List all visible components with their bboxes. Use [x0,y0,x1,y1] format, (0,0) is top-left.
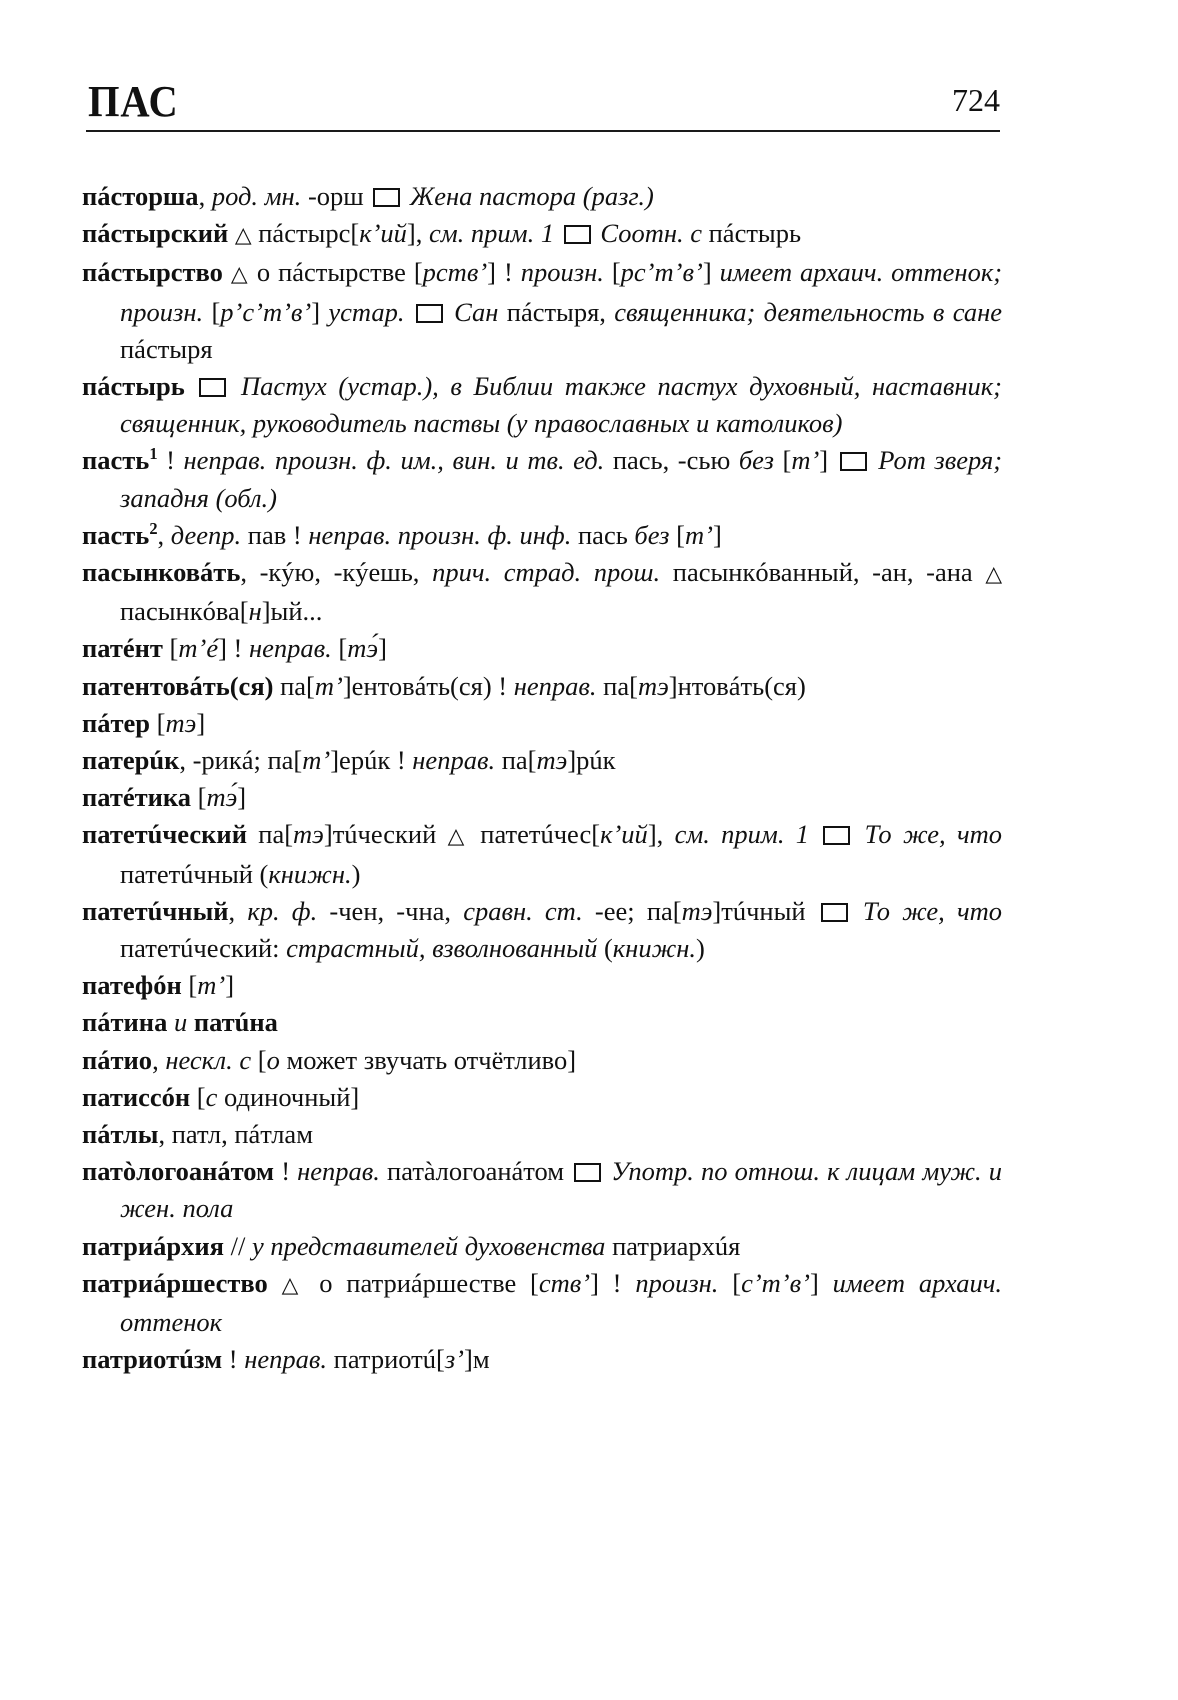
headword: пáстырство [82,257,223,288]
triangle-icon: △ [985,562,1003,588]
entry-patetichnyy: патетúчный, кр. ф. -чен, -чна, сравн. ст. -ее; па[тэ]тúчный То же, что патетúческий: страстный, взволнованный (книжн.) [82,895,1003,964]
headword: пасынковáть [82,557,241,588]
entry-patly: пáтлы, патл, пáтлам [82,1119,313,1150]
definition-square-icon [840,452,867,471]
entry-patent: патéнт [тʼé] ! неправ. [тэ́] [82,633,387,664]
triangle-icon: △ [447,824,469,850]
headword: патетúчный [82,895,229,926]
entry-pastyrstvo: пáстырство △ о пáстырстве [рствʼ] ! произн. [рсʼтʼвʼ] имеет архаич. оттенок; произн. [рʼсʼтʼвʼ] устар. Сан пáстыря, священника; деятельность в сане пáстыря [82,257,1003,364]
triangle-icon: △ [230,262,249,288]
definition-square-icon [564,225,591,244]
headword: пáтлы [82,1119,159,1150]
entry-patio: пáтио, нескл. с [о может звучать отчётливо] [82,1044,577,1075]
headword: патриáрхия [82,1230,225,1261]
entry-pastyr [82,368,1002,442]
entry-patisson: патиссóн [с одиночный] [82,1081,360,1112]
definition: Употр. по отнош. к лицам муж. и жен. пола [120,1156,1002,1224]
entry-patriarshestvo: патриáршество △ о патриáршестве [ствʼ] ! произн. [сʼтʼвʼ] имеет архаич. оттенок [82,1267,1002,1338]
headword: патерúк [82,745,180,776]
entry-patefon: патефóн [тʼ] [82,970,235,1001]
entry-pastorsha: пáсторша, род. мн. -орш Жена пастора (разг.) [82,181,654,211]
definition: Пастух (устар.), в Библии также пастух духовный, наставник; священник, руководитель паствы (у православных и католиков) [120,371,1002,439]
headword: патефóн [82,970,182,1001]
headword: патòлогоанáтом [82,1156,275,1187]
headword: патентовáть(ся) [82,670,274,701]
entry-pateticheskiy: патетúческий па[тэ]тúческий △ патетúчес[кʼий], см. прим. 1 То же, что патетúчный (книжн.) [82,819,1003,889]
page-number: 724 [952,82,1000,118]
definition: Рот зверя; западня (обл.) [120,445,1003,513]
page-header [86,72,1000,132]
headword-variant: патúна [193,1007,278,1038]
headword: патриáршество [82,1267,268,1298]
definition-square-icon [823,826,850,845]
entry-pastyrskiy: пáстырский △ пáстырс[кʼий], см. прим. 1 Соотн. с пáстырь [82,218,802,249]
headword: патриотúзм [82,1344,223,1375]
headword: патетúческий [82,819,247,850]
definition: Жена пастора (разг.) [409,181,654,211]
headword: пáтио [82,1044,153,1075]
headword: пáстырский [82,218,229,249]
entry-past-2: пасть$^2$, деепр. пав ! неправ. произн. ф. инф. пась без [тʼ] [82,519,722,550]
dictionary-entries [82,178,1002,1379]
entry-patentovat: патентовáть(ся) па[тʼ]ентовáть(ся) ! неправ. па[тэ]нтовáть(ся) [82,670,806,701]
entry-patologoanatom: патòлогоанáтом ! неправ. патàлогоанáтом Употр. по отнош. к лицам муж. и жен. пола [82,1156,1002,1224]
headword: пáсторша [82,181,199,211]
homonym-number: 2 [149,519,158,538]
entry-past-1: пасть$^1$ ! неправ. произн. ф. им., вин. и тв. ед. пась, -сью без [тʼ] Рот зверя; западня (обл.) [82,444,1003,513]
entry-patriarkhiya: патриáрхия // у представителей духовенства патриархúя [82,1230,741,1261]
headword: пáтина [82,1007,168,1038]
triangle-icon: △ [234,223,252,249]
headword: пасть [82,519,150,550]
headword: пáстырь [82,371,185,402]
entry-patina: пáтина и патúна [82,1007,278,1038]
definition-square-icon [199,378,226,397]
headword: пасть [82,445,150,476]
definition-square-icon [416,304,443,323]
entry-pasynkovat: пасынковáть, -кýю, -кýешь, прич. страд. прош. пасынкóванный, -ан, -ана △ пасынкóва[н]ый... [82,557,1003,627]
definition-square-icon [574,1163,601,1182]
homonym-number: 1 [149,444,158,464]
headword: патéнт [82,633,163,664]
triangle-icon: △ [281,1272,306,1298]
definition-square-icon [821,903,848,922]
entry-paterik: патерúк, -рикá; па[тʼ]ерúк ! неправ. па[тэ]рúк [82,745,616,776]
entry-patetika: патéтика [тэ́] [82,782,247,813]
running-head: ПАС [88,77,179,126]
entry-patriotizm: патриотúзм ! неправ. патриотú[зʼ]м [82,1344,490,1375]
definition-square-icon [373,188,400,207]
entry-pater: пáтер [тэ] [82,707,206,738]
headword: пáтер [82,707,151,738]
headword: патéтика [82,782,192,813]
headword: патиссóн [82,1081,191,1112]
